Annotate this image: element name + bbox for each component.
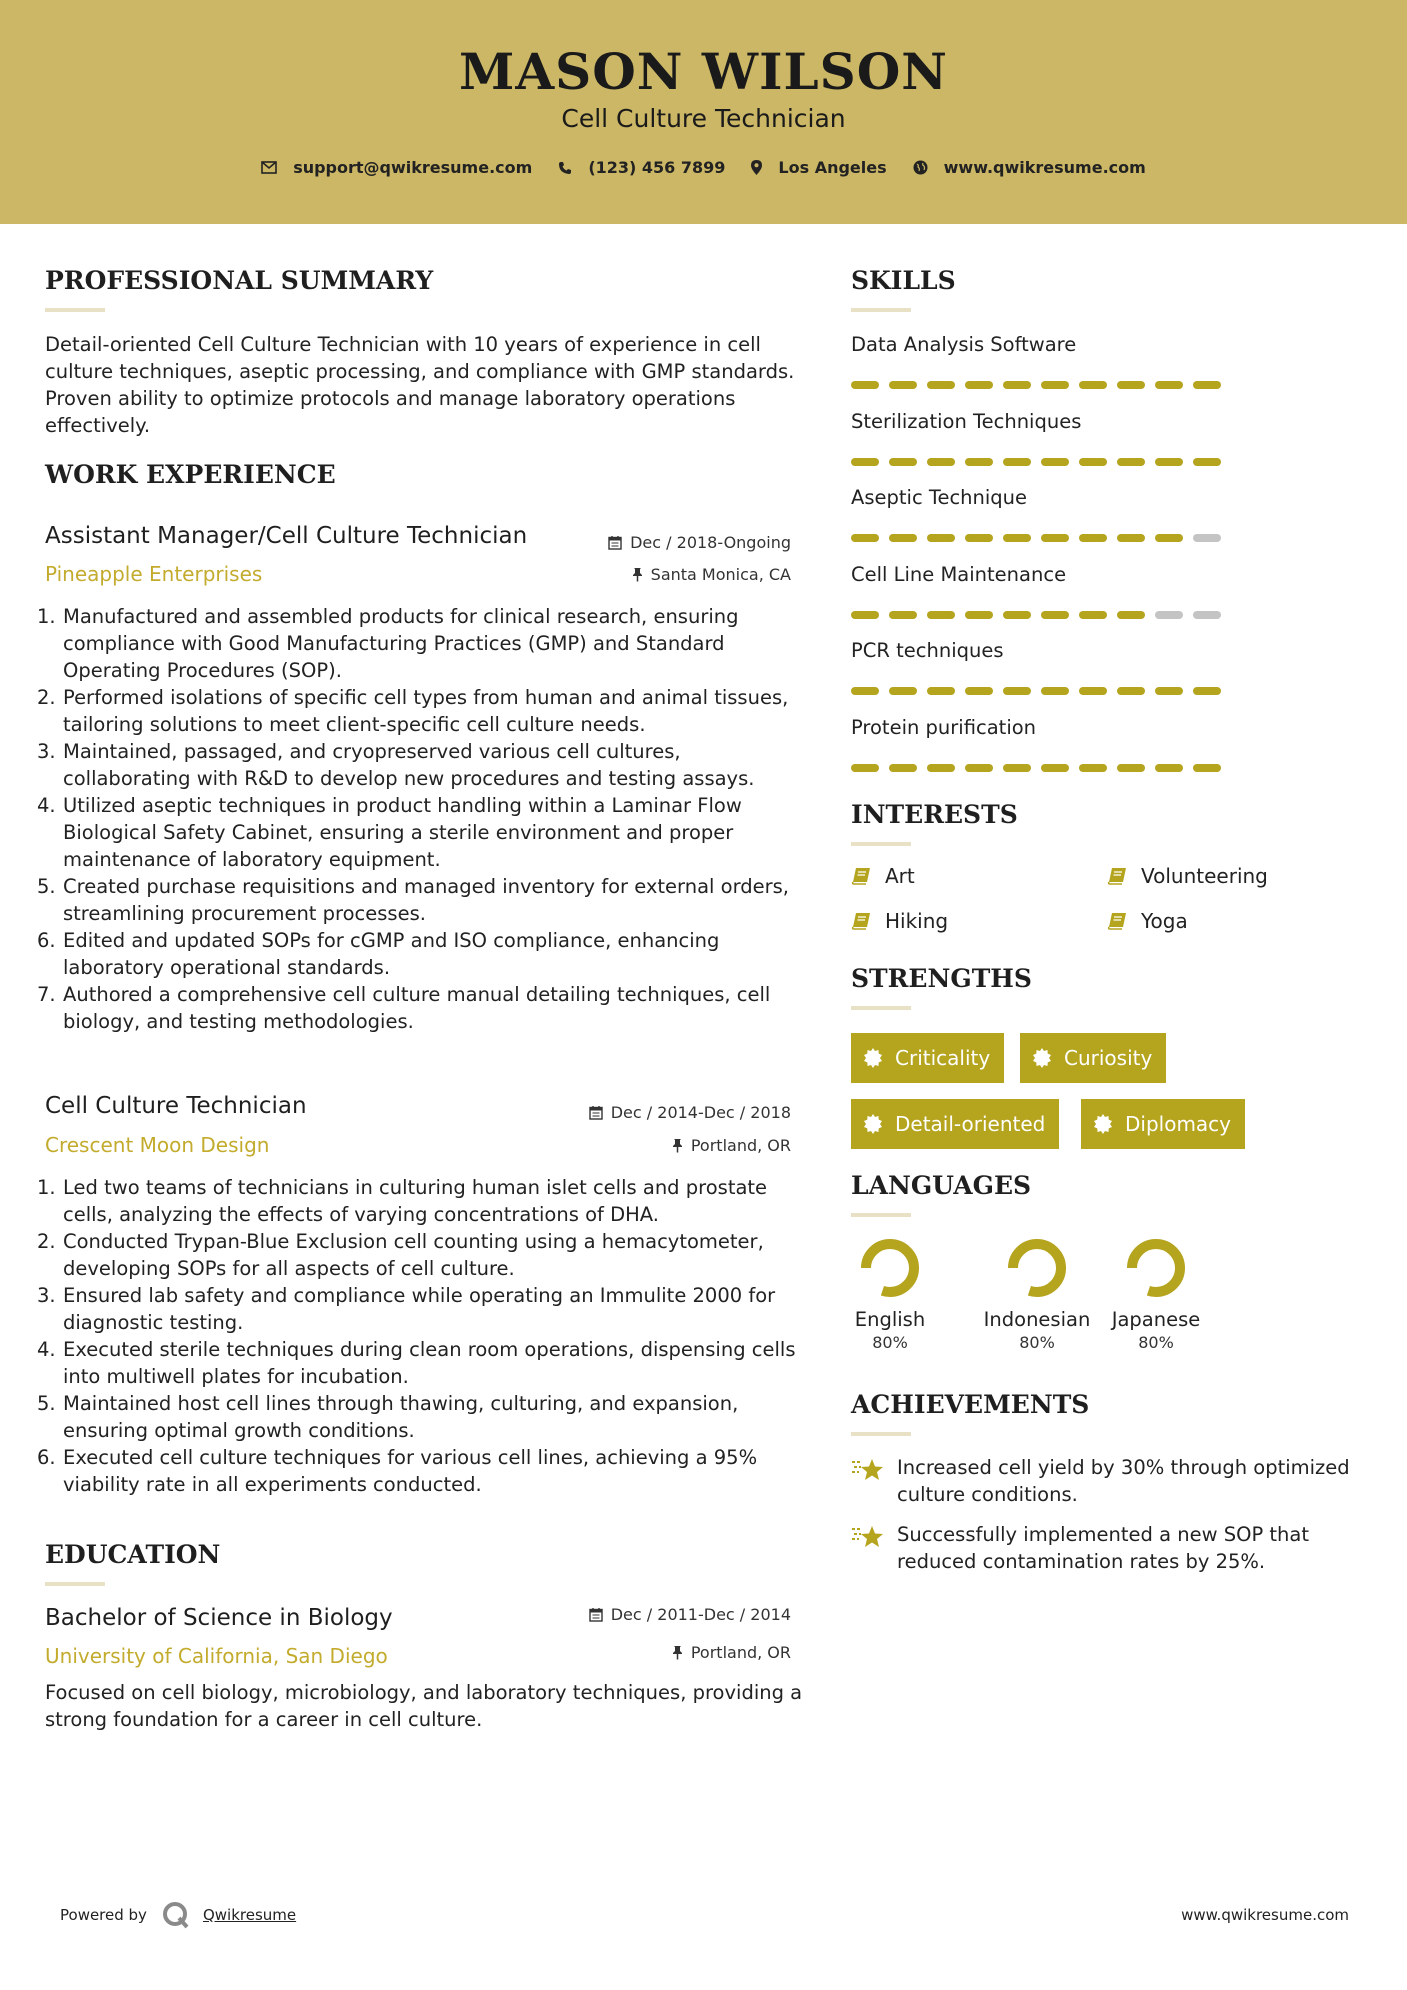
powered-by-text: Powered by — [60, 1906, 147, 1924]
strengths-heading: STRENGTHS — [851, 964, 1032, 993]
pushpin-icon — [632, 567, 643, 582]
job-location-text: Santa Monica, CA — [650, 565, 791, 584]
achievements-heading: ACHIEVEMENTS — [851, 1390, 1090, 1419]
skill-level-dash — [1193, 687, 1221, 695]
footer-website[interactable]: www.qwikresume.com — [1181, 1906, 1349, 1924]
job-company: Crescent Moon Design — [45, 1133, 270, 1157]
skill-level-dash — [1117, 764, 1145, 772]
skill-level-dash — [1079, 458, 1107, 466]
job-company: Pineapple Enterprises — [45, 562, 263, 586]
qwikresume-logo-icon — [161, 1900, 191, 1930]
skill-level-dash — [1003, 687, 1031, 695]
summary-heading: PROFESSIONAL SUMMARY — [45, 266, 434, 295]
skill-level-dash — [1155, 764, 1183, 772]
candidate-name: MASON WILSON — [459, 42, 948, 101]
job-title: Assistant Manager/Cell Culture Technician — [45, 523, 528, 549]
skill-level-dash — [1079, 381, 1107, 389]
school-name: University of California, San Diego — [45, 1644, 388, 1668]
skill-level-dash — [1155, 534, 1183, 542]
achievements-underline — [851, 1432, 911, 1436]
contact-phone-text: (123) 456 7899 — [588, 158, 726, 177]
list-item: 6. Edited and updated SOPs for cGMP and ISO compliance, enhancing laboratory operational standards. — [37, 929, 720, 979]
skills-underline — [851, 308, 911, 312]
interest-label: Volunteering — [1141, 864, 1268, 888]
list-item: 7. Authored a comprehensive cell culture manual detailing techniques, cell biology, and testing methodologies. — [37, 983, 771, 1033]
skill-level-dash — [927, 611, 955, 619]
skill-level-dash — [889, 764, 917, 772]
interest-label: Hiking — [885, 909, 949, 933]
skill-level-dash — [1041, 764, 1069, 772]
skill-level-dash — [1193, 764, 1221, 772]
skill-level-dash — [1117, 687, 1145, 695]
skill-level-dash — [1155, 381, 1183, 389]
job-dates-text: Dec / 2014-Dec / 2018 — [610, 1103, 791, 1122]
skill-level-dash — [1041, 687, 1069, 695]
strength-label: Diplomacy — [1125, 1112, 1232, 1136]
skill-level-dash — [1003, 764, 1031, 772]
list-item: 4. Utilized aseptic techniques in product handling within a Laminar Flow Biological Safety Cabinet, ensuring a sterile environment and proper maintenance of laboratory equipment. — [37, 794, 742, 871]
job-duties-list — [37, 1174, 805, 1498]
shooting-star-icon — [851, 1456, 885, 1484]
skill-level-bar — [851, 381, 1221, 389]
skill-level-dash — [1003, 381, 1031, 389]
list-item: 5. Created purchase requisitions and managed inventory for external orders, streamlining procurement processes. — [37, 875, 790, 925]
job-location — [632, 565, 791, 584]
skill-level-dash — [851, 458, 879, 466]
badge-star-icon — [1093, 1114, 1113, 1134]
language-progress-ring — [860, 1238, 920, 1298]
job-dates-text: Dec / 2018-Ongoing — [630, 533, 791, 552]
interests-underline — [851, 842, 911, 846]
language-percent: 80% — [1019, 1333, 1055, 1352]
calendar-icon — [608, 535, 622, 550]
book-icon — [1107, 867, 1127, 885]
badge-star-icon — [863, 1114, 883, 1134]
language-name: Japanese — [1111, 1308, 1201, 1331]
language-item — [1096, 1238, 1216, 1352]
skill-name: Data Analysis Software — [851, 333, 1077, 356]
summary-underline — [45, 308, 105, 312]
skill-level-dash — [1117, 534, 1145, 542]
skill-level-dash — [1117, 611, 1145, 619]
skill-level-dash — [1079, 534, 1107, 542]
language-progress-ring — [1126, 1238, 1186, 1298]
skill-level-dash — [965, 764, 993, 772]
achievement-item — [851, 1521, 1371, 1575]
skill-level-dash — [1041, 458, 1069, 466]
skill-name: Cell Line Maintenance — [851, 562, 1067, 586]
skill-level-dash — [1155, 458, 1183, 466]
skill-level-dash — [851, 687, 879, 695]
language-name: Indonesian — [983, 1308, 1091, 1331]
list-item: 5. Maintained host cell lines through thawing, culturing, and expansion, ensuring optimal growth conditions. — [37, 1392, 739, 1442]
skill-level-dash — [1193, 381, 1221, 389]
badge-star-icon — [863, 1048, 883, 1068]
skill-level-dash — [851, 381, 879, 389]
skill-name: PCR techniques — [851, 639, 1004, 662]
interest-item — [1107, 864, 1268, 888]
interest-item — [851, 864, 915, 888]
globe-icon — [913, 160, 928, 175]
skill-level-dash — [889, 611, 917, 619]
skill-level-dash — [1041, 611, 1069, 619]
skill-level-dash — [965, 381, 993, 389]
strength-badge — [1081, 1099, 1245, 1149]
skill-level-dash — [1003, 534, 1031, 542]
envelope-icon — [261, 161, 277, 174]
skill-level-bar — [851, 534, 1221, 542]
contact-location-text: Los Angeles — [778, 158, 887, 177]
skill-level-bar — [851, 687, 1221, 695]
language-name: English — [854, 1308, 926, 1331]
skill-level-dash — [927, 687, 955, 695]
skill-level-dash — [1117, 458, 1145, 466]
interest-label: Yoga — [1141, 909, 1188, 933]
language-item — [977, 1238, 1097, 1352]
contact-phone[interactable] — [558, 158, 725, 177]
skill-level-dash — [965, 458, 993, 466]
skill-level-dash — [1155, 687, 1183, 695]
skill-level-dash — [851, 611, 879, 619]
language-percent: 80% — [872, 1333, 908, 1352]
languages-heading: LANGUAGES — [851, 1171, 1032, 1200]
skill-level-dash — [1079, 687, 1107, 695]
book-icon — [1107, 912, 1127, 930]
phone-icon — [558, 161, 572, 175]
skill-level-dash — [1003, 611, 1031, 619]
skill-level-dash — [965, 687, 993, 695]
skill-level-dash — [889, 534, 917, 542]
skill-level-dash — [1079, 611, 1107, 619]
strength-badge — [851, 1099, 1059, 1149]
job-dates — [608, 533, 791, 552]
degree-title: Bachelor of Science in Biology — [45, 1605, 393, 1631]
contact-website-text: www.qwikresume.com — [943, 158, 1146, 177]
job-location — [672, 1136, 791, 1155]
skill-level-dash — [1079, 764, 1107, 772]
skill-level-dash — [927, 534, 955, 542]
education-dates — [589, 1605, 791, 1624]
list-item: 4. Executed sterile techniques during clean room operations, dispensing cells into multiwell plates for incubation. — [37, 1338, 796, 1388]
list-item: 2. Performed isolations of specific cell types from human and animal tissues, tailoring solutions to meet client-specific cell culture needs. — [37, 686, 789, 736]
skill-level-dash — [927, 458, 955, 466]
job-duties-list — [37, 603, 805, 1035]
achievement-text: Successfully implemented a new SOP that reduced contamination rates by 25%. — [897, 1523, 1310, 1573]
skill-level-dash — [851, 534, 879, 542]
skills-heading: SKILLS — [851, 266, 956, 295]
language-progress-ring — [1007, 1238, 1067, 1298]
badge-star-icon — [1032, 1048, 1052, 1068]
candidate-title: Cell Culture Technician — [561, 104, 846, 133]
strength-badge — [1020, 1033, 1166, 1083]
skill-level-dash — [927, 381, 955, 389]
education-location — [672, 1643, 791, 1662]
experience-heading: WORK EXPERIENCE — [45, 460, 336, 489]
strength-label: Curiosity — [1064, 1046, 1153, 1070]
skill-level-dash — [1193, 458, 1221, 466]
skill-level-dash — [1003, 458, 1031, 466]
footer-powered-by — [60, 1900, 296, 1930]
skill-level-dash — [1041, 534, 1069, 542]
skill-level-bar — [851, 458, 1221, 466]
interest-item — [851, 909, 948, 933]
contact-website[interactable] — [913, 158, 1146, 177]
languages-underline — [851, 1213, 911, 1217]
skill-level-dash — [1155, 611, 1183, 619]
contact-email[interactable] — [261, 158, 532, 177]
skill-name: Aseptic Technique — [851, 486, 1028, 509]
interest-item — [1107, 909, 1188, 933]
job-dates — [589, 1103, 791, 1122]
book-icon — [851, 912, 871, 930]
achievement-item — [851, 1454, 1371, 1508]
education-heading: EDUCATION — [45, 1540, 221, 1569]
interests-heading: INTERESTS — [851, 800, 1018, 829]
skill-level-dash — [851, 764, 879, 772]
skill-level-dash — [965, 534, 993, 542]
skill-level-dash — [1041, 381, 1069, 389]
summary-text: Detail-oriented Cell Culture Technician with 10 years of experience in cell culture techniques, aseptic processing, and compliance with GMP standards. Proven ability to optimize protocols and manage laboratory operations effectively. — [45, 333, 795, 437]
skill-level-dash — [889, 381, 917, 389]
list-item: 1. Led two teams of technicians in culturing human islet cells and prostate cells, analyzing the effects of varying concentrations of DHA. — [37, 1176, 768, 1226]
header-banner — [0, 0, 1407, 224]
skill-name: Protein purification — [851, 715, 1037, 739]
strength-label: Criticality — [895, 1046, 991, 1070]
strengths-underline — [851, 1006, 911, 1010]
skill-level-dash — [1193, 534, 1221, 542]
pushpin-icon — [672, 1138, 683, 1153]
skill-name: Sterilization Techniques — [851, 409, 1082, 433]
skill-level-dash — [965, 611, 993, 619]
calendar-icon — [589, 1105, 603, 1120]
education-location-text: Portland, OR — [690, 1643, 791, 1662]
pushpin-icon — [672, 1645, 683, 1660]
education-underline — [45, 1582, 105, 1586]
list-item: 3. Maintained, passaged, and cryopreserved various cell cultures, collaborating with R&D to develop new procedures and testing assays. — [37, 740, 755, 790]
skill-level-bar — [851, 611, 1221, 619]
list-item: 1. Manufactured and assembled products for clinical research, ensuring compliance with Good Manufacturing Practices (GMP) and Standard Operating Procedures (SOP). — [37, 605, 739, 682]
skill-level-dash — [889, 458, 917, 466]
strength-badge — [851, 1033, 1004, 1083]
strength-label: Detail-oriented — [895, 1112, 1046, 1136]
qwikresume-link[interactable]: Qwikresume — [202, 1906, 297, 1924]
skill-level-dash — [889, 687, 917, 695]
book-icon — [851, 867, 871, 885]
list-item: 3. Ensured lab safety and compliance while operating an Immulite 2000 for diagnostic testing. — [37, 1284, 776, 1334]
achievement-text: Increased cell yield by 30% through optimized culture conditions. — [897, 1456, 1350, 1506]
skill-level-dash — [927, 764, 955, 772]
skill-level-dash — [1117, 381, 1145, 389]
education-dates-text: Dec / 2011-Dec / 2014 — [610, 1605, 791, 1624]
contact-email-text: support@qwikresume.com — [293, 158, 533, 177]
list-item: 6. Executed cell culture techniques for various cell lines, achieving a 95% viability rate in all experiments conducted. — [37, 1446, 758, 1496]
education-text: Focused on cell biology, microbiology, and laboratory techniques, providing a strong foundation for a career in cell culture. — [45, 1681, 803, 1731]
language-percent: 80% — [1138, 1333, 1174, 1352]
skill-level-dash — [1193, 611, 1221, 619]
job-title: Cell Culture Technician — [45, 1093, 307, 1119]
contact-bar — [0, 158, 1407, 177]
shooting-star-icon — [851, 1523, 885, 1551]
job-location-text: Portland, OR — [690, 1136, 791, 1155]
list-item: 2. Conducted Trypan-Blue Exclusion cell counting using a hemacytometer, developing SOPs for all aspects of cell culture. — [37, 1230, 764, 1280]
language-item — [830, 1238, 950, 1352]
interest-label: Art — [885, 864, 915, 888]
map-pin-icon — [751, 160, 762, 175]
contact-location — [751, 158, 886, 177]
calendar-icon — [589, 1607, 603, 1622]
skill-level-bar — [851, 764, 1221, 772]
